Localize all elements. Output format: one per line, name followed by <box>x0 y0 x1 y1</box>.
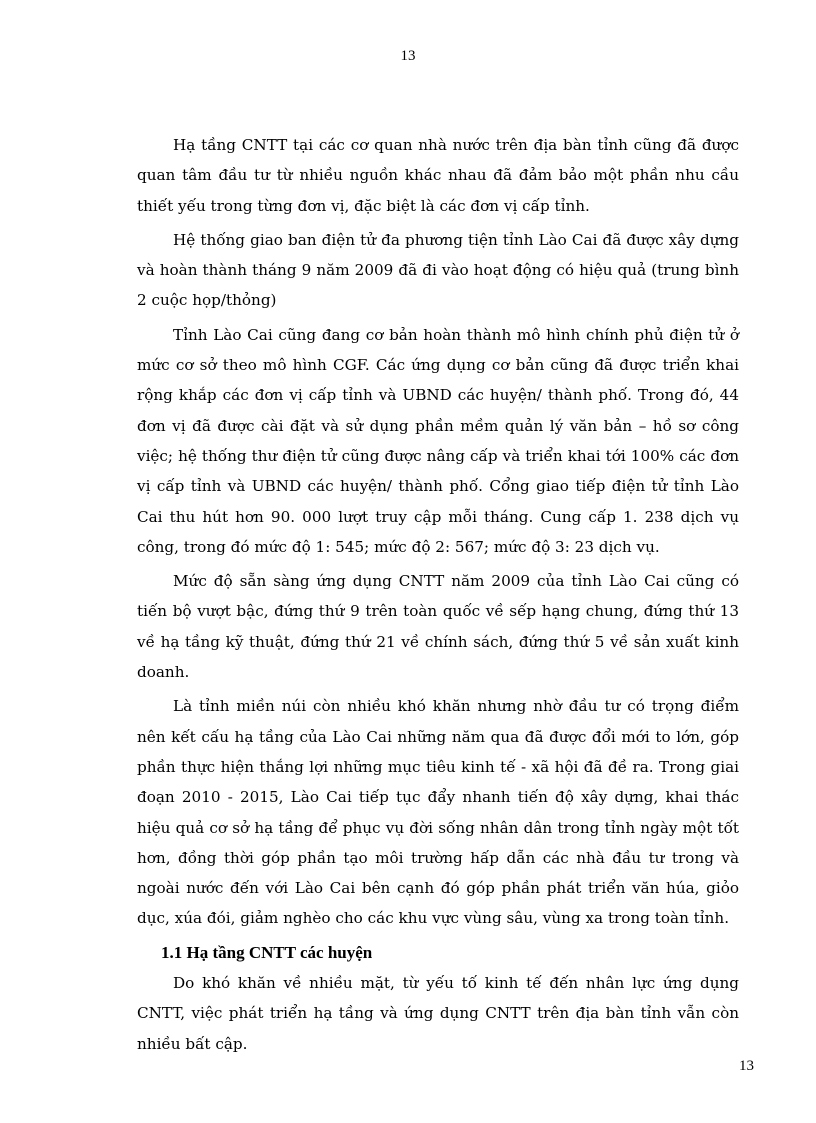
page-number-top: 13 <box>400 48 416 64</box>
paragraph: Là tỉnh miền núi còn nhiều khó khăn nhưng nhờ đầu tư có trọng điểm nên kết cấu hạ tầng của Lào Cai những năm qua đã được đổi mới to lớn, góp phần thực hiện thắng lợi những mục tiêu kinh tế - xã hội đã đề ra. Trong giai đoạn 2010 - 2015, Lào Cai tiếp tục đẩy nhanh tiến độ xây dựng, khai thác hiệu quả cơ sở hạ tầng để phục vụ đời sống nhân dân trong tỉnh ngày một tốt hơn, đồng thời góp phần tạo môi trường hấp dẫn các nhà đầu tư trong và ngoài nước đến với Lào Cai bên cạnh đó góp phần phát triển văn húa, giỏo dục, xúa đói, giảm nghèo cho các khu vực vùng sâu, vùng xa trong toàn tỉnh. <box>137 697 739 928</box>
paragraph: Tỉnh Lào Cai cũng đang cơ bản hoàn thành mô hình chính phủ điện tử ở mức cơ sở theo mô hình CGF. Các ứng dụng cơ bản cũng đã được triển khai rộng khắp các đơn vị cấp tỉnh và UBND các huyện/ thành phố. Trong đó, 44 đơn vị đã được cài đặt và sử dụng phần mềm quản lý văn bản – hồ sơ công việc; hệ thống thư điện tử cũng được nâng cấp và triển khai tới 100% các đơn vị cấp tỉnh và UBND các huyện/ thành phố. Cổng giao tiếp điện tử tỉnh Lào Cai thu hút hơn 90. 000 lượt truy cập mỗi tháng. Cung cấp 1. 238 dịch vụ công, trong đó mức độ 1: 545; mức độ 2: 567; mức độ 3: 23 dịch vụ. <box>137 325 739 556</box>
section-heading: 1.1 Hạ tầng CNTT các huyện <box>161 942 373 962</box>
paragraph: Hệ thống giao ban điện tử đa phương tiện tỉnh Lào Cai đã được xây dựng và hoàn thành tháng 9 năm 2009 đã đi vào hoạt động có hiệu quả (trung bình 2 cuộc họp/thỏng) <box>137 230 739 310</box>
document-body <box>137 130 739 1063</box>
paragraph: Mức độ sẵn sàng ứng dụng CNTT năm 2009 của tỉnh Lào Cai cũng có tiến bộ vượt bậc, đứng thứ 9 trên toàn quốc về sếp hạng chung, đứng thứ 13 về hạ tầng kỹ thuật, đứng thứ 21 về chính sách, đứng thứ 5 về sản xuất kinh doanh. <box>137 572 739 682</box>
paragraph: Do khó khăn về nhiều mặt, từ yếu tố kinh tế đến nhân lực ứng dụng CNTT, việc phát triển hạ tầng và ứng dụng CNTT trên địa bàn tỉnh vẫn còn nhiều bất cập. <box>137 974 739 1053</box>
page-number-bottom: 13 <box>739 1058 754 1074</box>
paragraph: Hạ tầng CNTT tại các cơ quan nhà nước trên địa bàn tỉnh cũng đã được quan tâm đầu tư từ nhiều nguồn khác nhau đã đảm bảo một phần nhu cầu thiết yếu trong từng đơn vị, đặc biệt là các đơn vị cấp tỉnh. <box>137 136 739 215</box>
